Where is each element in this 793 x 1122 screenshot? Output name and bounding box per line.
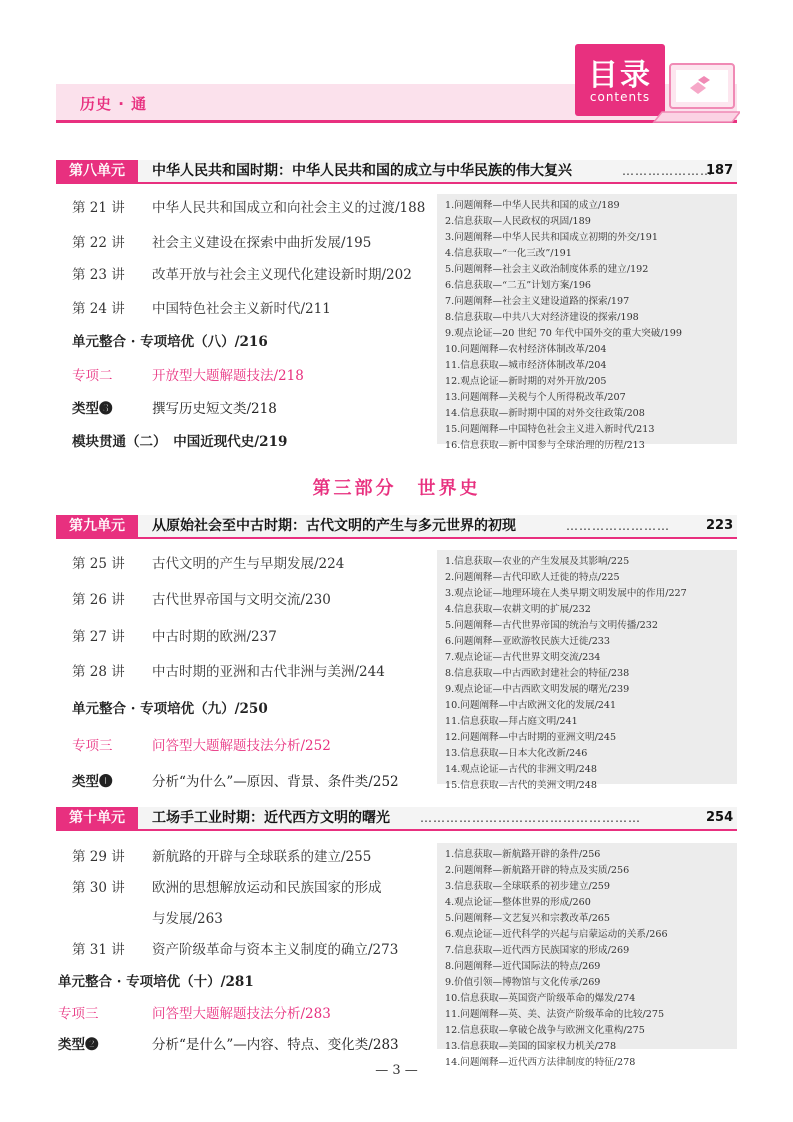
lecture-row[interactable]: 第 23 讲 改革开放与社会主义现代化建设新时期/202 xyxy=(72,267,412,283)
unit10-leader: …………………………………………… xyxy=(420,811,641,825)
lecture-row[interactable]: 第 27 讲 中古时期的欧洲/237 xyxy=(72,629,277,645)
module-review[interactable]: 模块贯通（二） 中国近现代史/219 xyxy=(72,434,288,450)
list-item: 3.观点论证—地理环境在人类早期文明发展中的作用/227 xyxy=(445,588,687,599)
list-item: 10.信息获取—英国资产阶级革命的爆发/274 xyxy=(445,993,636,1004)
contents-logo-subtitle: contents xyxy=(589,90,651,104)
unit9-integration[interactable]: 单元整合 · 专项培优（九）/250 xyxy=(72,701,268,717)
list-item: 1.信息获取—农业的产生发展及其影响/225 xyxy=(445,556,630,567)
list-item: 8.问题阐释—近代国际法的特点/269 xyxy=(445,961,601,972)
list-item: 14.问题阐释—近代西方法律制度的特征/278 xyxy=(445,1057,636,1068)
unit10-skill-list xyxy=(437,843,737,1068)
unit8-special[interactable]: 专项二 开放型大题解题技法/218 xyxy=(72,368,304,384)
list-item: 7.信息获取—近代西方民族国家的形成/269 xyxy=(445,945,630,956)
unit8-rule xyxy=(56,182,737,184)
list-item: 11.问题阐释—英、美、法资产阶级革命的比较/275 xyxy=(445,1009,665,1020)
list-item: 5.问题阐释—社会主义政治制度体系的建立/192 xyxy=(445,264,649,275)
laptop-icon xyxy=(640,58,740,138)
list-item: 13.问题阐释—关税与个人所得税改革/207 xyxy=(445,392,626,403)
lecture-row[interactable]: 第 22 讲 社会主义建设在探索中曲折发展/195 xyxy=(72,235,372,251)
list-item: 12.问题阐释—中古时期的亚洲文明/245 xyxy=(445,732,617,743)
unit9-title: 从原始社会至中古时期：古代文明的产生与多元世界的初现 xyxy=(152,518,516,534)
unit8-title: 中华人民共和国时期：中华人民共和国的成立与中华民族的伟大复兴 xyxy=(152,163,572,179)
list-item: 2.问题阐释—新航路开辟的特点及实质/256 xyxy=(445,865,630,876)
unit9-skill-list xyxy=(437,550,737,791)
list-item: 16.信息获取—新中国参与全球治理的历程/213 xyxy=(445,440,645,451)
unit10-page: 254 xyxy=(706,810,734,825)
list-item: 6.观点论证—近代科学的兴起与启蒙运动的关系/266 xyxy=(445,929,668,940)
unit10-type[interactable]: 类型❷ 分析“是什么”—内容、特点、变化类/283 xyxy=(58,1037,399,1053)
unit8-tag: 第八单元 xyxy=(56,160,138,182)
list-item: 8.信息获取—中古西欧封建社会的特征/238 xyxy=(445,668,630,679)
list-item: 5.问题阐释—文艺复兴和宗教改革/265 xyxy=(445,913,611,924)
header-rule xyxy=(56,120,737,123)
list-item: 14.观点论证—古代的非洲文明/248 xyxy=(445,764,597,775)
unit8-leader: ………………… xyxy=(622,164,713,178)
list-item: 1.信息获取—新航路开辟的条件/256 xyxy=(445,849,601,860)
unit8-integration[interactable]: 单元整合 · 专项培优（八）/216 xyxy=(72,334,268,350)
lecture-row-continued[interactable]: 与发展/263 xyxy=(152,911,223,927)
contents-logo-title: 目录 xyxy=(588,58,652,93)
unit9-tag: 第九单元 xyxy=(56,515,138,537)
list-item: 3.信息获取—全球联系的初步建立/259 xyxy=(445,881,611,892)
list-item: 4.信息获取—农耕文明的扩展/232 xyxy=(445,604,591,615)
list-item: 13.信息获取—日本大化改新/246 xyxy=(445,748,588,759)
list-item: 4.信息获取—“一化三改”/191 xyxy=(445,248,572,259)
lecture-row[interactable]: 第 30 讲 欧洲的思想解放运动和民族国家的形成 xyxy=(72,880,382,896)
list-item: 12.信息获取—拿破仑战争与欧洲文化重构/275 xyxy=(445,1025,645,1036)
lecture-row[interactable]: 第 31 讲 资产阶级革命与资本主义制度的确立/273 xyxy=(72,942,399,958)
list-item: 11.信息获取—城市经济体制改革/204 xyxy=(445,360,607,371)
unit9-leader: …………………… xyxy=(566,519,670,533)
list-item: 10.问题阐释—中古欧洲文化的发展/241 xyxy=(445,700,617,711)
lecture-row[interactable]: 第 24 讲 中国特色社会主义新时代/211 xyxy=(72,301,331,317)
unit9-type[interactable]: 类型❶ 分析“为什么”—原因、背景、条件类/252 xyxy=(72,774,399,790)
list-item: 2.信息获取—人民政权的巩固/189 xyxy=(445,216,591,227)
unit9-page: 223 xyxy=(706,518,734,533)
list-item: 7.问题阐释—社会主义建设道路的探索/197 xyxy=(445,296,630,307)
unit10-rule xyxy=(56,829,737,831)
lecture-row[interactable]: 第 25 讲 古代文明的产生与早期发展/224 xyxy=(72,556,345,572)
unit10-tag: 第十单元 xyxy=(56,807,138,829)
unit10-title: 工场手工业时期：近代西方文明的曙光 xyxy=(152,810,390,826)
list-item: 9.观点论证—中古西欧文明发展的曙光/239 xyxy=(445,684,630,695)
subject-label: 历史 · 通 xyxy=(80,95,148,113)
unit8-skill-list xyxy=(437,194,737,451)
unit9-rule xyxy=(56,537,737,539)
part-title: 第三部分 世界史 xyxy=(312,478,481,499)
list-item: 9.观点论证—20 世纪 70 年代中国外交的重大突破/199 xyxy=(445,328,682,339)
list-item: 5.问题阐释—古代世界帝国的统治与文明传播/232 xyxy=(445,620,658,631)
page-number: — 3 — xyxy=(375,1063,418,1078)
lecture-row[interactable]: 第 26 讲 古代世界帝国与文明交流/230 xyxy=(72,592,331,608)
list-item: 1.问题阐释—中华人民共和国的成立/189 xyxy=(445,200,620,211)
list-item: 7.观点论证—古代世界文明交流/234 xyxy=(445,652,601,663)
list-item: 2.问题阐释—古代印欧人迁徙的特点/225 xyxy=(445,572,620,583)
unit8-type[interactable]: 类型❸ 撰写历史短文类/218 xyxy=(72,401,277,417)
unit10-integration[interactable]: 单元整合 · 专项培优（十）/281 xyxy=(58,974,254,990)
lecture-row[interactable]: 第 29 讲 新航路的开辟与全球联系的建立/255 xyxy=(72,849,372,865)
unit10-special[interactable]: 专项三 问答型大题解题技法分析/283 xyxy=(58,1006,331,1022)
list-item: 12.观点论证—新时期的对外开放/205 xyxy=(445,376,607,387)
lecture-row[interactable]: 第 28 讲 中古时期的亚洲和古代非洲与美洲/244 xyxy=(72,664,385,680)
unit9-special[interactable]: 专项三 问答型大题解题技法分析/252 xyxy=(72,738,331,754)
list-item: 15.信息获取—古代的美洲文明/248 xyxy=(445,780,597,791)
list-item: 8.信息获取—中共八大对经济建设的探索/198 xyxy=(445,312,639,323)
list-item: 15.问题阐释—中国特色社会主义进入新时代/213 xyxy=(445,424,655,435)
list-item: 9.价值引领—博物馆与文化传承/269 xyxy=(445,977,601,988)
list-item: 11.信息获取—拜占庭文明/241 xyxy=(445,716,578,727)
list-item: 13.信息获取—美国的国家权力机关/278 xyxy=(445,1041,617,1052)
unit8-page: 187 xyxy=(706,163,734,178)
list-item: 6.问题阐释—亚欧游牧民族大迁徙/233 xyxy=(445,636,611,647)
list-item: 10.问题阐释—农村经济体制改革/204 xyxy=(445,344,607,355)
list-item: 6.信息获取—“二五”计划方案/196 xyxy=(445,280,592,291)
list-item: 3.问题阐释—中华人民共和国成立初期的外交/191 xyxy=(445,232,658,243)
list-item: 4.观点论证—整体世界的形成/260 xyxy=(445,897,591,908)
lecture-row[interactable]: 第 21 讲 中华人民共和国成立和向社会主义的过渡/188 xyxy=(72,200,426,216)
list-item: 14.信息获取—新时期中国的对外交往政策/208 xyxy=(445,408,645,419)
